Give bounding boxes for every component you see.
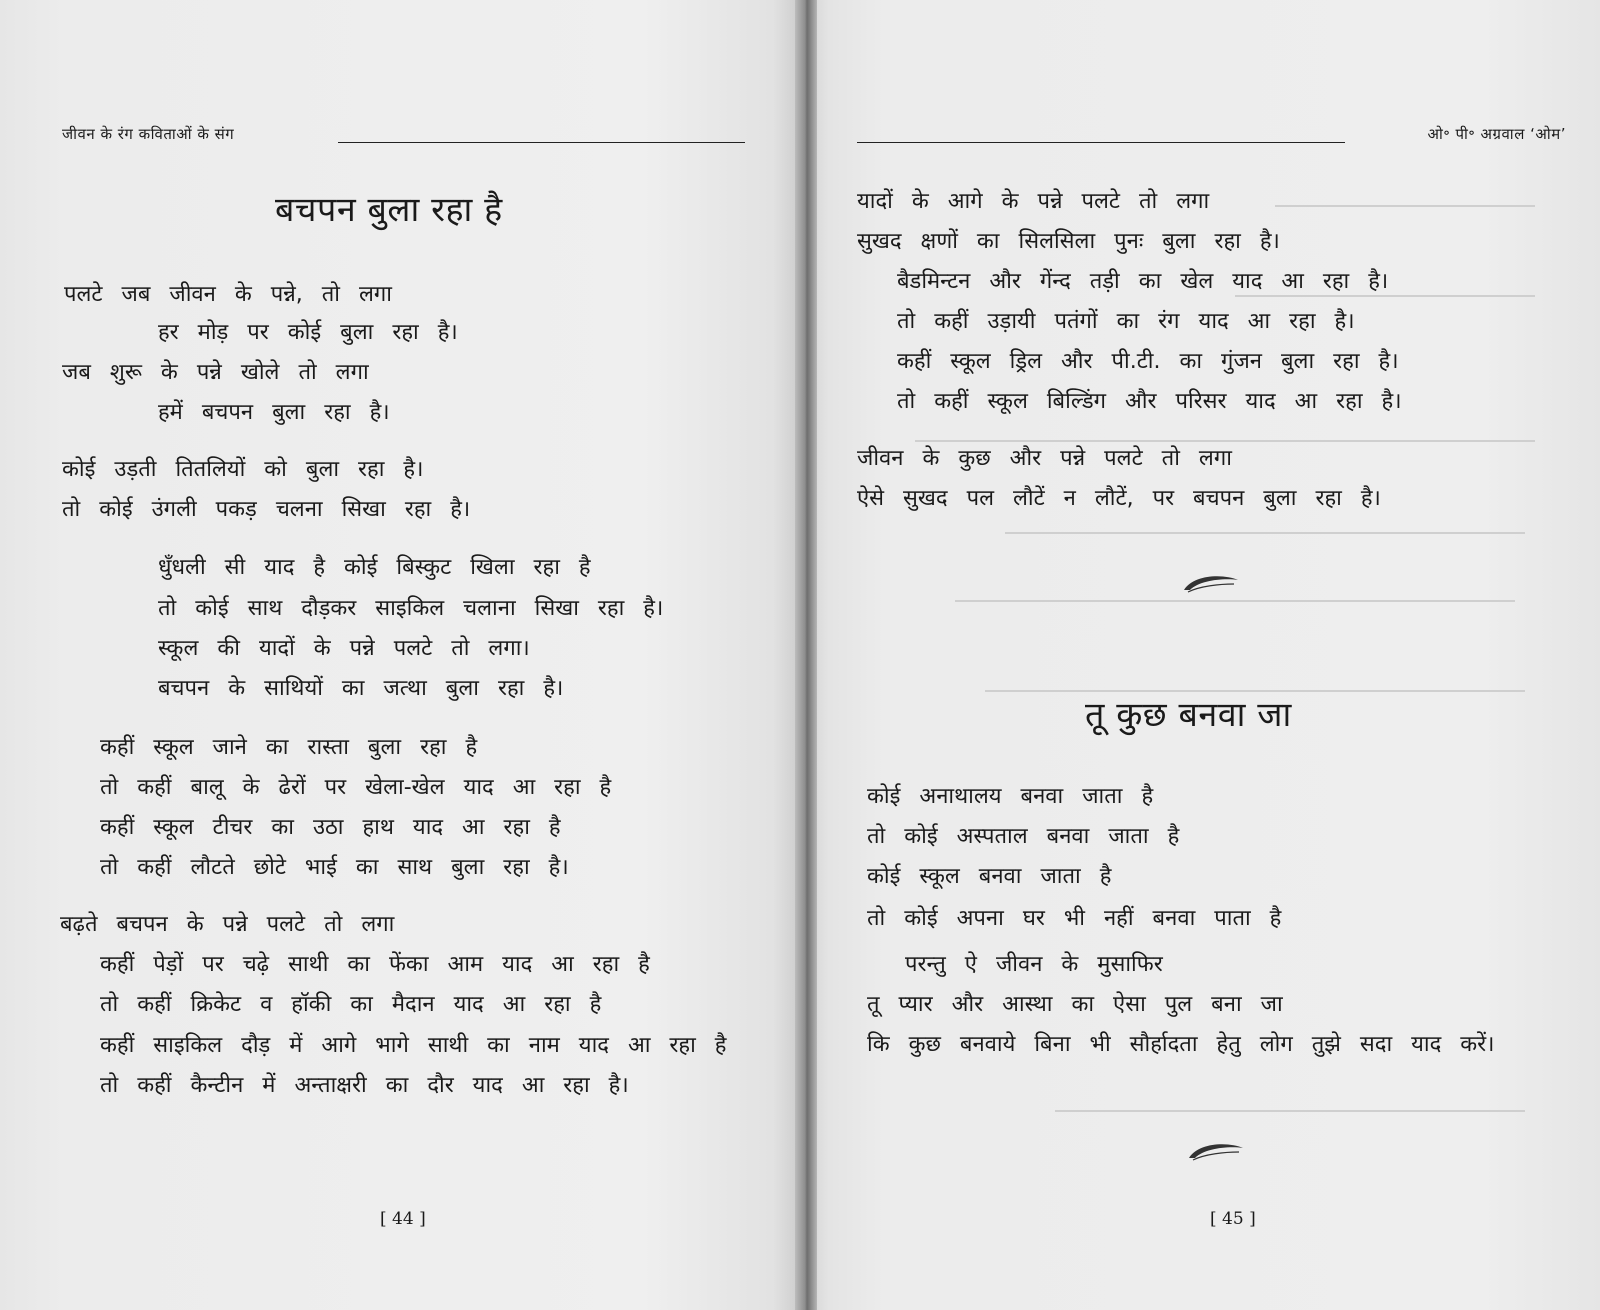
poem-line: कोई उड़ती तितलियों को बुला रहा है। xyxy=(62,457,424,482)
poem-line: कहीं स्कूल जाने का रास्ता बुला रहा है xyxy=(100,735,478,760)
poem-line: स्कूल की यादों के पन्ने पलटे तो लगा। xyxy=(158,636,530,661)
poem-line: तो कहीं कैन्टीन में अन्ताक्षरी का दौर याद आ रहा है। xyxy=(100,1073,629,1098)
poem-line: कहीं साइकिल दौड़ में आगे भागे साथी का नाम याद आ रहा है xyxy=(100,1033,727,1058)
right-poem-title: तू कुछ बनवा जा xyxy=(1085,695,1292,735)
poem-line: कहीं पेड़ों पर चढ़े साथी का फेंका आम याद आ रहा है xyxy=(100,952,650,977)
poem-line: पलटे जब जीवन के पन्ने, तो लगा xyxy=(64,282,392,307)
right-page-number: [ 45 ] xyxy=(1210,1209,1256,1229)
right-running-head: ओ॰ पी॰ अग्रवाल ‘ओम’ xyxy=(1427,125,1566,143)
poem-line: सुखद क्षणों का सिलसिला पुनः बुला रहा है। xyxy=(857,229,1280,254)
right-page xyxy=(805,0,1600,1310)
poem-line: बढ़ते बचपन के पन्ने पलटे तो लगा xyxy=(60,912,395,937)
poem-line: तो कहीं क्रिकेट व हॉकी का मैदान याद आ रहा है xyxy=(100,992,602,1017)
show-through-mark xyxy=(1055,1110,1525,1112)
show-through-mark xyxy=(1005,532,1525,534)
poem-line: बैडमिन्टन और गेंन्द तड़ी का खेल याद आ रहा है। xyxy=(897,269,1389,294)
show-through-mark xyxy=(955,600,1515,602)
poem-line: जीवन के कुछ और पन्ने पलटे तो लगा xyxy=(857,446,1232,471)
poem-line: जब शुरू के पन्ने खोले तो लगा xyxy=(62,360,369,385)
poem-line: बचपन के साथियों का जत्था बुला रहा है। xyxy=(158,676,564,701)
show-through-mark xyxy=(1275,205,1535,207)
poem-line: ऐसे सुखद पल लौटें न लौटें, पर बचपन बुला रहा है। xyxy=(857,486,1381,511)
left-page-number: [ 44 ] xyxy=(380,1209,426,1229)
poem-line: तो कहीं बालू के ढेरों पर खेला-खेल याद आ रहा है xyxy=(100,775,612,800)
poem-line: कोई अनाथालय बनवा जाता है xyxy=(867,784,1154,809)
poem-line: यादों के आगे के पन्ने पलटे तो लगा xyxy=(857,189,1210,214)
poem-line: हर मोड़ पर कोई बुला रहा है। xyxy=(158,320,458,345)
right-running-head-rule xyxy=(857,142,1345,143)
poem-line: तो कहीं उड़ायी पतंगों का रंग याद आ रहा है। xyxy=(897,309,1355,334)
poem-line: कहीं स्कूल टीचर का उठा हाथ याद आ रहा है xyxy=(100,815,561,840)
poem-line: कोई स्कूल बनवा जाता है xyxy=(867,864,1112,889)
book-gutter xyxy=(795,0,817,1310)
left-running-head: जीवन के रंग कविताओं के संग xyxy=(62,125,235,143)
poem-line: तो कोई अपना घर भी नहीं बनवा पाता है xyxy=(867,906,1282,931)
left-poem-title: बचपन बुला रहा है xyxy=(275,190,503,230)
end-ornament-icon xyxy=(1185,1140,1245,1164)
poem-line: तो कहीं स्कूल बिल्डिंग और परिसर याद आ रहा है। xyxy=(897,389,1402,414)
poem-line: तू प्यार और आस्था का ऐसा पुल बना जा xyxy=(867,992,1283,1017)
poem-line: परन्तु ऐ जीवन के मुसाफिर xyxy=(905,952,1163,977)
poem-line: तो कोई अस्पताल बनवा जाता है xyxy=(867,824,1180,849)
poem-line: तो कोई साथ दौड़कर साइकिल चलाना सिखा रहा है। xyxy=(158,596,664,621)
poem-line: हमें बचपन बुला रहा है। xyxy=(158,400,390,425)
poem-line: धुँधली सी याद है कोई बिस्कुट खिला रहा है xyxy=(158,555,591,580)
poem-line: तो कोई उंगली पकड़ चलना सिखा रहा है। xyxy=(62,497,471,522)
poem-line: तो कहीं लौटते छोटे भाई का साथ बुला रहा है। xyxy=(100,855,569,880)
left-running-head-rule xyxy=(338,142,745,143)
section-ornament-icon xyxy=(1180,572,1240,596)
show-through-mark xyxy=(915,440,1535,442)
poem-line: कि कुछ बनवाये बिना भी सौर्हादता हेतु लोग तुझे सदा याद करें। xyxy=(867,1032,1495,1057)
poem-line: कहीं स्कूल ड्रिल और पी.टी. का गुंजन बुला रहा है। xyxy=(897,349,1399,374)
